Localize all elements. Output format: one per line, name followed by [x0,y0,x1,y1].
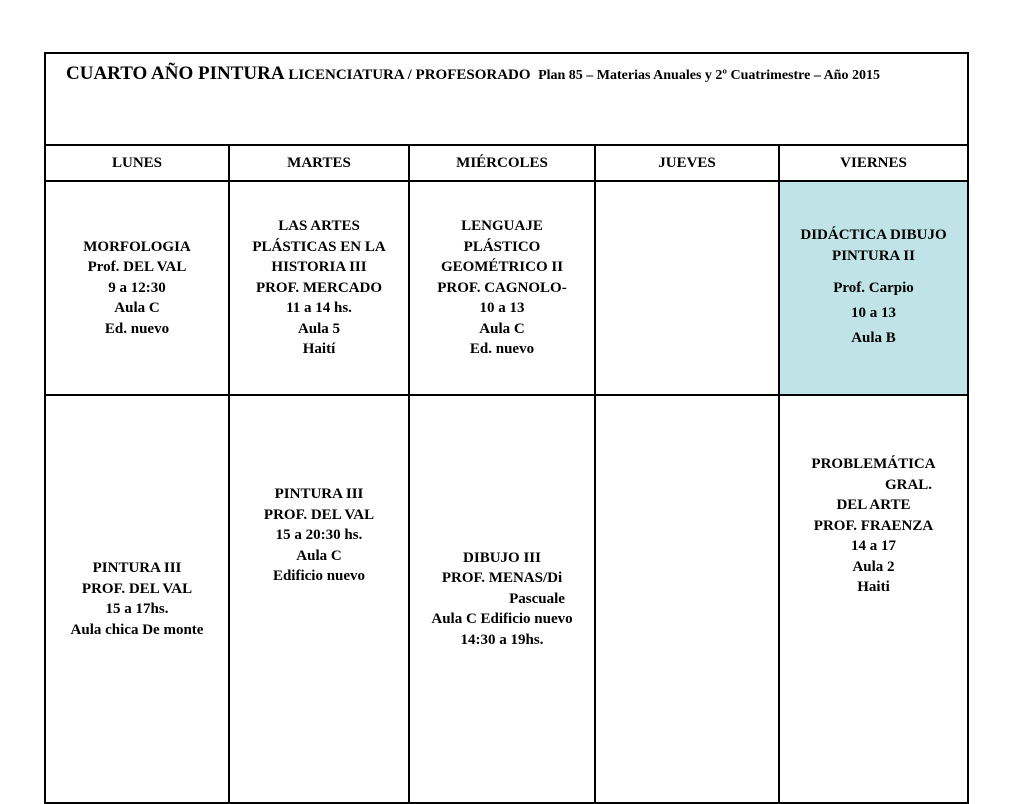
cell-line: DIDÁCTICA DIBUJO [800,227,947,243]
cell-miercoles-dibujo-iii [409,395,595,803]
day-header-martes: MARTES [229,145,409,181]
cell-line: 10 a 13 [851,305,897,321]
cell-line: 15 a 17hs. [105,601,169,617]
cell-line: Aula C [114,300,160,317]
cell-line: 10 a 13 [479,300,525,317]
cell-line: DEL ARTE [836,497,911,513]
cell-line: PROBLEMÁTICA [811,456,936,472]
title-plan: Plan 85 – Materias Anuales y 2º Cuatrimestre – Año 2015 [538,68,880,83]
cell-viernes-didactica [779,181,968,395]
cell-line: LAS ARTES [278,218,360,235]
day-header-miercoles: MIÉRCOLES [409,145,595,181]
cell-lunes-pintura-iii [45,395,229,803]
cell-viernes-problematica [779,395,968,803]
cell-line: Prof. DEL VAL [87,259,187,276]
cell-line: Ed. nuevo [469,341,535,358]
cell-line: PINTURA III [92,560,182,576]
cell-line: PLÁSTICO [463,238,541,255]
cell-line: Ed. nuevo [104,320,170,337]
schedule-table [44,52,969,804]
cell-lunes-morfologia [45,181,229,395]
cell-line: LENGUAJE [461,218,543,235]
cell-line: Aula chica De monte [70,621,204,638]
cell-line: Edificio nuevo [272,568,366,584]
schedule-row-2 [45,395,968,803]
cell-line: PROF. MENAS/Di [441,570,563,587]
page-title [45,53,968,145]
cell-line: PROF. MERCADO [255,279,383,296]
day-header-viernes: VIERNES [779,145,968,181]
cell-line: Aula 2 [852,558,895,575]
schedule-row-1 [45,181,968,395]
cell-line: 14 a 17 [851,538,897,554]
cell-line: Aula B [851,330,896,346]
day-header-jueves: JUEVES [595,145,779,181]
cell-line: PROF. DEL VAL [81,580,193,597]
cell-line: Prof. Carpio [833,280,914,296]
cell-line: PLÁSTICAS EN LA [252,238,386,255]
cell-line: Haití [302,341,336,358]
cell-martes-artes-plasticas [229,181,409,395]
day-header-lunes: LUNES [45,145,229,181]
cell-line: PROF. FRAENZA [813,517,934,534]
cell-line: Haiti [857,579,890,595]
cell-line: Aula C Edificio nuevo [431,611,573,628]
day-header-row [45,145,968,181]
cell-line: Aula 5 [297,320,341,337]
cell-line: GEOMÉTRICO II [440,259,564,276]
cell-jueves-empty [595,181,779,395]
cell-line: 9 a 12:30 [108,279,166,296]
title-sub: LICENCIATURA / PROFESORADO [288,67,531,83]
cell-line: DIBUJO III [463,549,541,566]
cell-line: PROF. DEL VAL [263,506,375,523]
cell-line: 14:30 a 19hs. [460,631,544,648]
cell-line: Aula C [479,320,525,337]
cell-spacer [784,266,963,276]
cell-line: MORFOLOGIA [83,238,191,255]
cell-line: PROF. CAGNOLO- [437,279,567,296]
cell-miercoles-lenguaje-plastico [409,181,595,395]
cell-line: Aula C [296,547,342,564]
title-main: CUARTO AÑO PINTURA [66,63,285,84]
cell-martes-pintura-iii [229,395,409,803]
cell-line: PINTURA II [832,247,915,264]
cell-line: GRAL. [884,476,933,493]
cell-line: 15 a 20:30 hs. [275,527,363,543]
cell-line: Pascuale [509,590,565,607]
cell-jueves-empty [595,395,779,803]
cell-line: HISTORIA III [271,259,367,276]
cell-line: PINTURA III [274,486,364,502]
cell-line: 11 a 14 hs. [286,300,352,317]
